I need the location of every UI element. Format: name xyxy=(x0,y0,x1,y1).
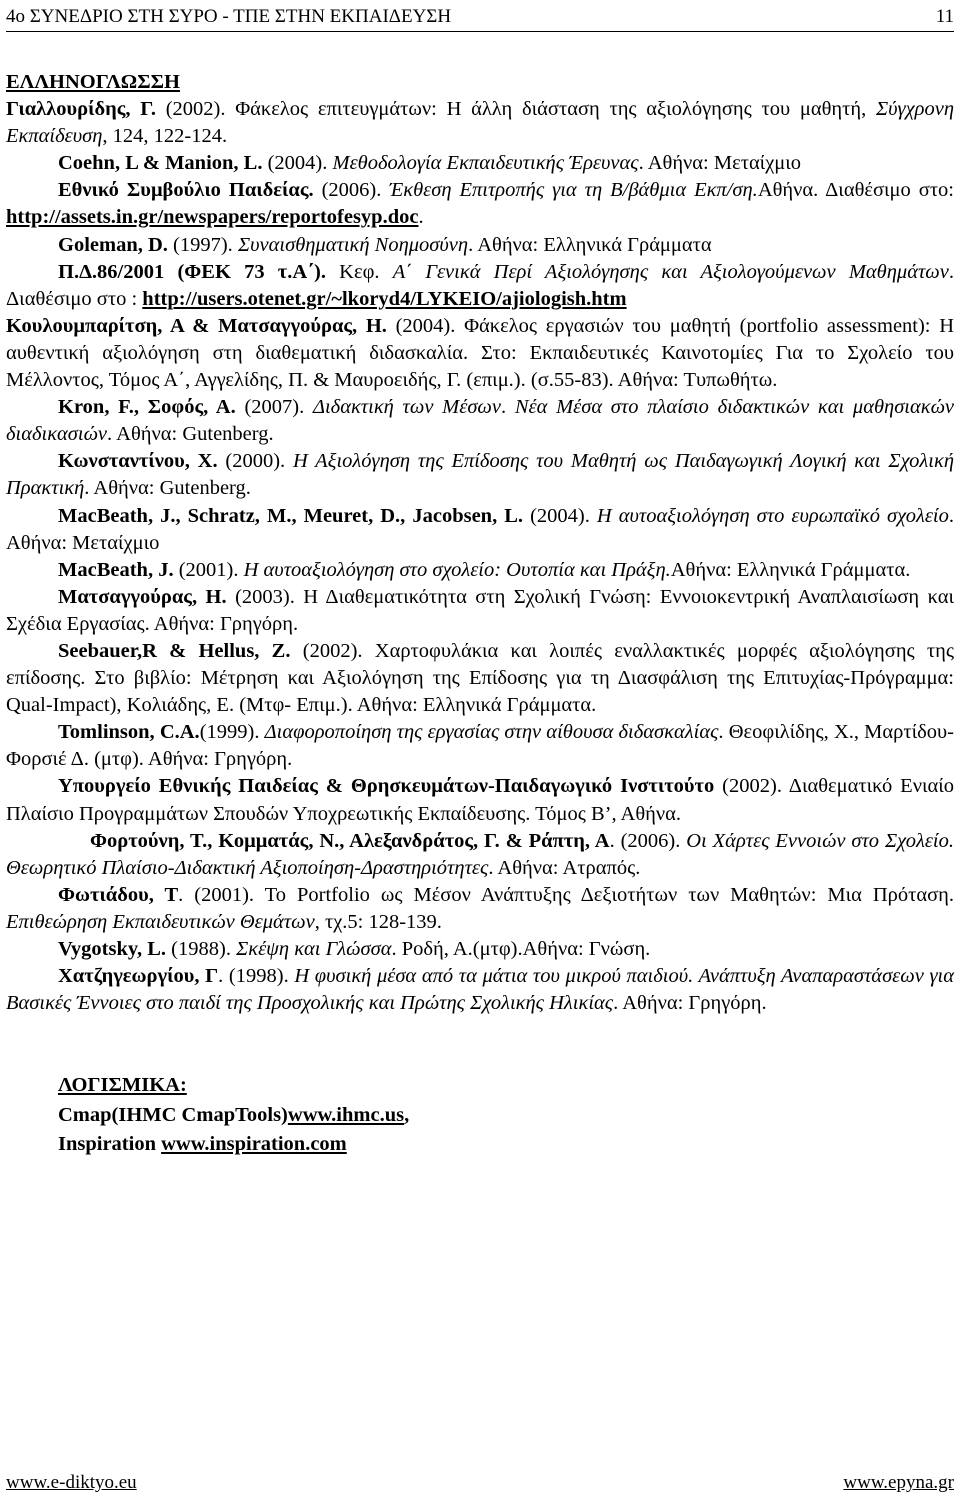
section-spacer xyxy=(6,1017,954,1071)
reference-item: Coehn, L & Manion, L. (2004). Μεθοδολογία Εκπαιδευτικής Έρευνας. Αθήνα: Μεταίχμιο xyxy=(58,152,802,175)
section-heading-software: ΛΟΓΙΣΜΙΚΑ: xyxy=(58,1074,187,1097)
software-item: Inspiration www.inspiration.com xyxy=(58,1133,347,1156)
reference-item: Ματσαγγούρας, Η. (2003). Η Διαθεματικότητα στη Σχολική Γνώση: Εννοιοκεντρική Αναπλαισίωση και Σχέδια Εργασίας. Αθήνα: Γρηγόρη. xyxy=(6,585,954,635)
reference-item: Π.Δ.86/2001 (ΦΕΚ 73 τ.Α΄). Κεφ. Α΄ Γενικά Περί Αξιολόγησης και Αξιολογούμενων Μαθημάτων. Διαθέσιμο στο : http://users.otenet.gr/~lkoryd4/LYKEIO/ajiologish.htm xyxy=(6,260,955,310)
reference-item: Tomlinson, C.A.(1999). Διαφοροποίηση της εργασίας στην αίθουσα διδασκαλίας. Θεοφιλίδης, Χ., Μαρτίδου-Φορσιέ Δ. (μτφ). Αθήνα: Γρηγόρη. xyxy=(6,721,954,771)
header-title: 4ο ΣΥΝΕΔΡΙΟ ΣΤΗ ΣΥΡΟ - ΤΠΕ ΣΤΗΝ ΕΚΠΑΙΔΕΥΣΗ xyxy=(6,6,452,27)
software-link-inspiration[interactable]: www.inspiration.com xyxy=(161,1133,347,1156)
reference-item: Vygotsky, L. (1988). Σκέψη και Γλώσσα. Ροδή, Α.(μτφ).Αθήνα: Γνώση. xyxy=(58,938,651,960)
page-number: 11 xyxy=(935,6,954,27)
footer-link-left[interactable]: www.e-diktyo.eu xyxy=(6,1472,137,1493)
reference-item: MacBeath, J., Schratz, M., Meuret, D., Jacobsen, L. (2004). Η αυτοαξιολόγηση στο ευρωπαϊκό σχολείο. Αθήνα: Μεταίχμιο xyxy=(6,504,954,554)
reference-item: Kron, F., Σοφός, Α. (2007). Διδακτική των Μέσων. Νέα Μέσα στο πλαίσιο διδακτικών και μαθησιακών διαδικασιών. Αθήνα: Gutenberg. xyxy=(6,396,955,446)
reference-item: Φορτούνη, Τ., Κομματάς, Ν., Αλεξανδράτος, Γ. & Ράπτη, Α. (2006). Οι Χάρτες Εννοιών στο Σχολείο. Θεωρητικό Πλαίσιο-Διδακτική Αξιοποίηση-Δραστηριότητες. Αθήνα: Ατραπός. xyxy=(6,829,954,879)
page-header xyxy=(6,3,954,31)
reference-item: Γιαλλουρίδης, Γ. (2002). Φάκελος επιτευγμάτων: Η άλλη διάσταση της αξιολόγησης του μαθητή, Σύγχρονη Εκπαίδευση, 124, 122-124. xyxy=(6,98,954,148)
reference-item: Εθνικό Συμβούλιο Παιδείας. (2006). Έκθεση Επιτροπής για τη Β/βάθμια Εκπ/ση.Αθήνα. Διαθέσιμο στο: http://assets.in.gr/newspapers/reportofesyp.doc. xyxy=(6,179,955,229)
reference-item: Seebauer,R & Hellus, Z. (2002). Χαρτοφυλάκια και λοιπές εναλλακτικές μορφές αξιολόγησης της επίδοσης. Στο βιβλίο: Μέτρηση και Αξιολόγηση της Επίδοσης για τη Διασφάλιση της Επιτυχίας-Πρόγραμμα: Qual-Impact), Κολιάδης, Ε. (Μτφ- Επιμ.). Αθήνα: Ελληνικά Γράμματα. xyxy=(6,639,954,717)
software-section xyxy=(6,1071,954,1160)
reference-item: Υπουργείο Εθνικής Παιδείας & Θρησκευμάτων-Παιδαγωγικό Ινστιτούτο (2002). Διαθεματικό Ενιαίο Πλαίσιο Προγραμμάτων Σπουδών Υποχρεωτικής Εκπαίδευσης. Τόμος Β’, Αθήνα. xyxy=(6,775,954,825)
software-item: Cmap(IHMC CmapTools)www.ihmc.us, xyxy=(58,1103,410,1126)
footer-link-right[interactable]: www.epyna.gr xyxy=(843,1472,954,1493)
software-link-ihmc[interactable]: www.ihmc.us xyxy=(287,1103,405,1126)
reference-link[interactable]: http://users.otenet.gr/~lkoryd4/LYKEIO/ajiologish.htm xyxy=(142,287,627,310)
reference-link[interactable]: http://assets.in.gr/newspapers/reportofesyp.doc xyxy=(6,206,419,229)
header-rule xyxy=(6,31,954,32)
reference-item: Φωτιάδου, Τ. (2001). Το Portfolio ως Μέσον Ανάπτυξης Δεξιοτήτων των Μαθητών: Μια Πρόταση. Επιθεώρηση Εκπαιδευτικών Θεμάτων, τχ.5: 128-139. xyxy=(6,883,954,933)
section-heading-greek: ΕΛΛΗΝΟΓΛΩΣΣΗ xyxy=(6,71,180,93)
reference-item: Goleman, D. (1997). Συναισθηματική Νοημοσύνη. Αθήνα: Ελληνικά Γράμματα xyxy=(58,233,712,256)
reference-item: Χατζηγεωργίου, Γ. (1998). Η φυσική μέσα από τα μάτια του μικρού παιδιού. Ανάπτυξη Αναπαραστάσεων για Βασικές Έννοιες στο παιδί της Προσχολικής και Πρώτης Σχολικής Ηλικίας. Αθήνα: Γρηγόρη. xyxy=(6,965,954,1015)
references-body xyxy=(6,69,954,1160)
reference-item: Κουλουμπαρίτση, Α & Ματσαγγούρας, Η. (2004). Φάκελος εργασιών του μαθητή (portfolio assessment): Η αυθεντική αξιολόγηση στη διαθεματική διδασκαλία. Στο: Εκπαιδευτικές Καινοτομίες Για το Σχολείο του Μέλλοντος, Τόμος Α΄, Αγγελίδης, Π. & Μαυροειδής, Γ. (επιμ.). (σ.55-83). Αθήνα: Τυπωθήτω. xyxy=(6,314,954,392)
reference-item: MacBeath, J. (2001). Η αυτοαξιολόγηση στο σχολείο: Ουτοπία και Πράξη.Αθήνα: Ελληνικά Γράμματα. xyxy=(58,558,911,581)
reference-item: Κωνσταντίνου, Χ. (2000). Η Αξιολόγηση της Επίδοσης του Μαθητή ως Παιδαγωγική Λογική και Σχολική Πρακτική. Αθήνα: Gutenberg. xyxy=(6,450,954,500)
